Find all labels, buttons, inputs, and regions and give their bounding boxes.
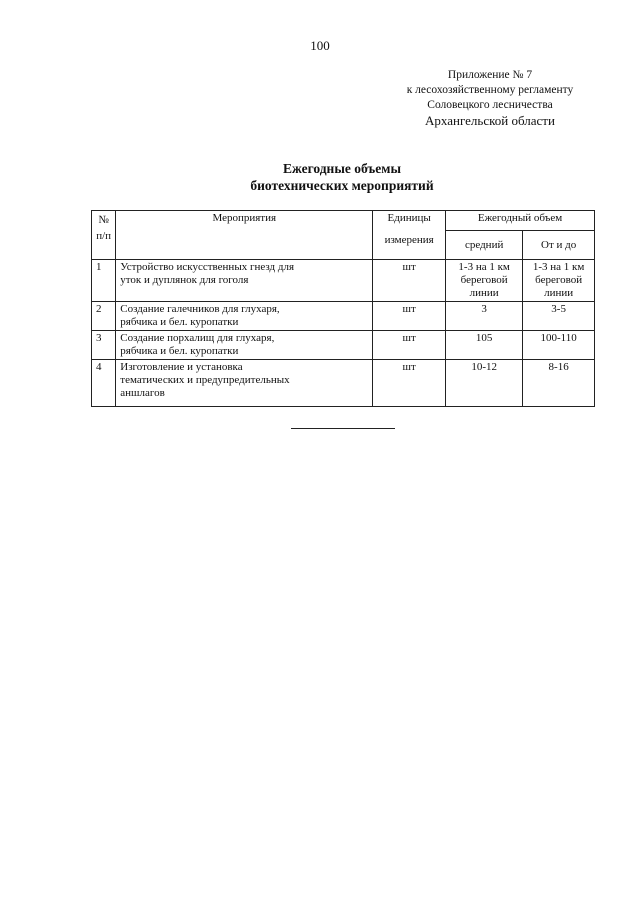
row-range: 3-5: [523, 302, 595, 331]
table-row: [92, 302, 595, 331]
row-measure-line-1: Изготовление и установка: [120, 361, 243, 373]
row-number: 3: [92, 331, 116, 360]
table-header-row: [92, 211, 595, 231]
row-measure-line-2: рябчика и бел. куропатки: [120, 345, 239, 357]
document-title: [0, 160, 640, 194]
row-unit: шт: [373, 260, 446, 302]
row-average-line-3: линии: [469, 287, 499, 299]
row-measure: [116, 302, 373, 331]
row-unit: шт: [373, 331, 446, 360]
row-measure-line-2: рябчика и бел. куропатки: [120, 316, 239, 328]
measures-table: [91, 210, 595, 407]
row-average: [446, 260, 523, 302]
row-range-line-1: 1-3 на 1 км: [532, 261, 585, 273]
row-measure: [116, 260, 373, 302]
page-number: 100: [310, 38, 330, 53]
row-average: 3: [446, 302, 523, 331]
header-range: От и до: [523, 231, 595, 260]
row-average: 105: [446, 331, 523, 360]
row-measure-line-2: уток и дуплянок для гоголя: [120, 274, 249, 286]
row-range-line-2: береговой: [535, 274, 583, 286]
appendix-header: [380, 68, 600, 128]
header-unit-line-1: Единицы: [387, 212, 431, 224]
row-range: [523, 260, 595, 302]
row-measure-line-3: аншлагов: [120, 387, 165, 399]
row-number: 4: [92, 360, 116, 407]
appendix-line-1: Приложение № 7: [447, 69, 533, 81]
row-unit: шт: [373, 302, 446, 331]
row-measure: [116, 360, 373, 407]
row-number: 2: [92, 302, 116, 331]
header-number-line-1: №: [98, 214, 109, 226]
appendix-line-2: к лесохозяйственному регламенту: [406, 84, 574, 96]
table-row: [92, 331, 595, 360]
header-unit: [373, 211, 446, 260]
row-measure-line-1: Создание порхалищ для глухаря,: [120, 332, 275, 344]
row-unit: шт: [373, 360, 446, 407]
end-rule-divider: [291, 428, 395, 429]
header-unit-line-2: измерения: [384, 234, 434, 246]
header-measures: Мероприятия: [116, 211, 373, 260]
row-measure-line-1: Создание галечников для глухаря,: [120, 303, 280, 315]
row-range: 8-16: [523, 360, 595, 407]
row-measure: [116, 331, 373, 360]
header-annual-volume: Ежегодный объем: [446, 211, 595, 231]
row-number: 1: [92, 260, 116, 302]
appendix-line-4: Архангельской области: [425, 113, 555, 128]
header-number-line-2: п/п: [96, 230, 112, 242]
table-row: [92, 360, 595, 407]
header-average: средний: [446, 231, 523, 260]
header-number: [92, 211, 116, 260]
row-range-line-3: линии: [544, 287, 574, 299]
appendix-line-3: Соловецкого лесничества: [427, 99, 553, 111]
title-line-2: биотехнических мероприятий: [250, 178, 434, 193]
row-average-line-2: береговой: [460, 274, 508, 286]
row-range: 100-110: [523, 331, 595, 360]
title-line-1: Ежегодные объемы: [282, 161, 402, 176]
row-measure-line-1: Устройство искусственных гнезд для: [120, 261, 295, 273]
row-average: 10-12: [446, 360, 523, 407]
row-measure-line-2: тематических и предупредительных: [120, 374, 290, 386]
table-row: [92, 260, 595, 302]
row-average-line-1: 1-3 на 1 км: [458, 261, 510, 273]
